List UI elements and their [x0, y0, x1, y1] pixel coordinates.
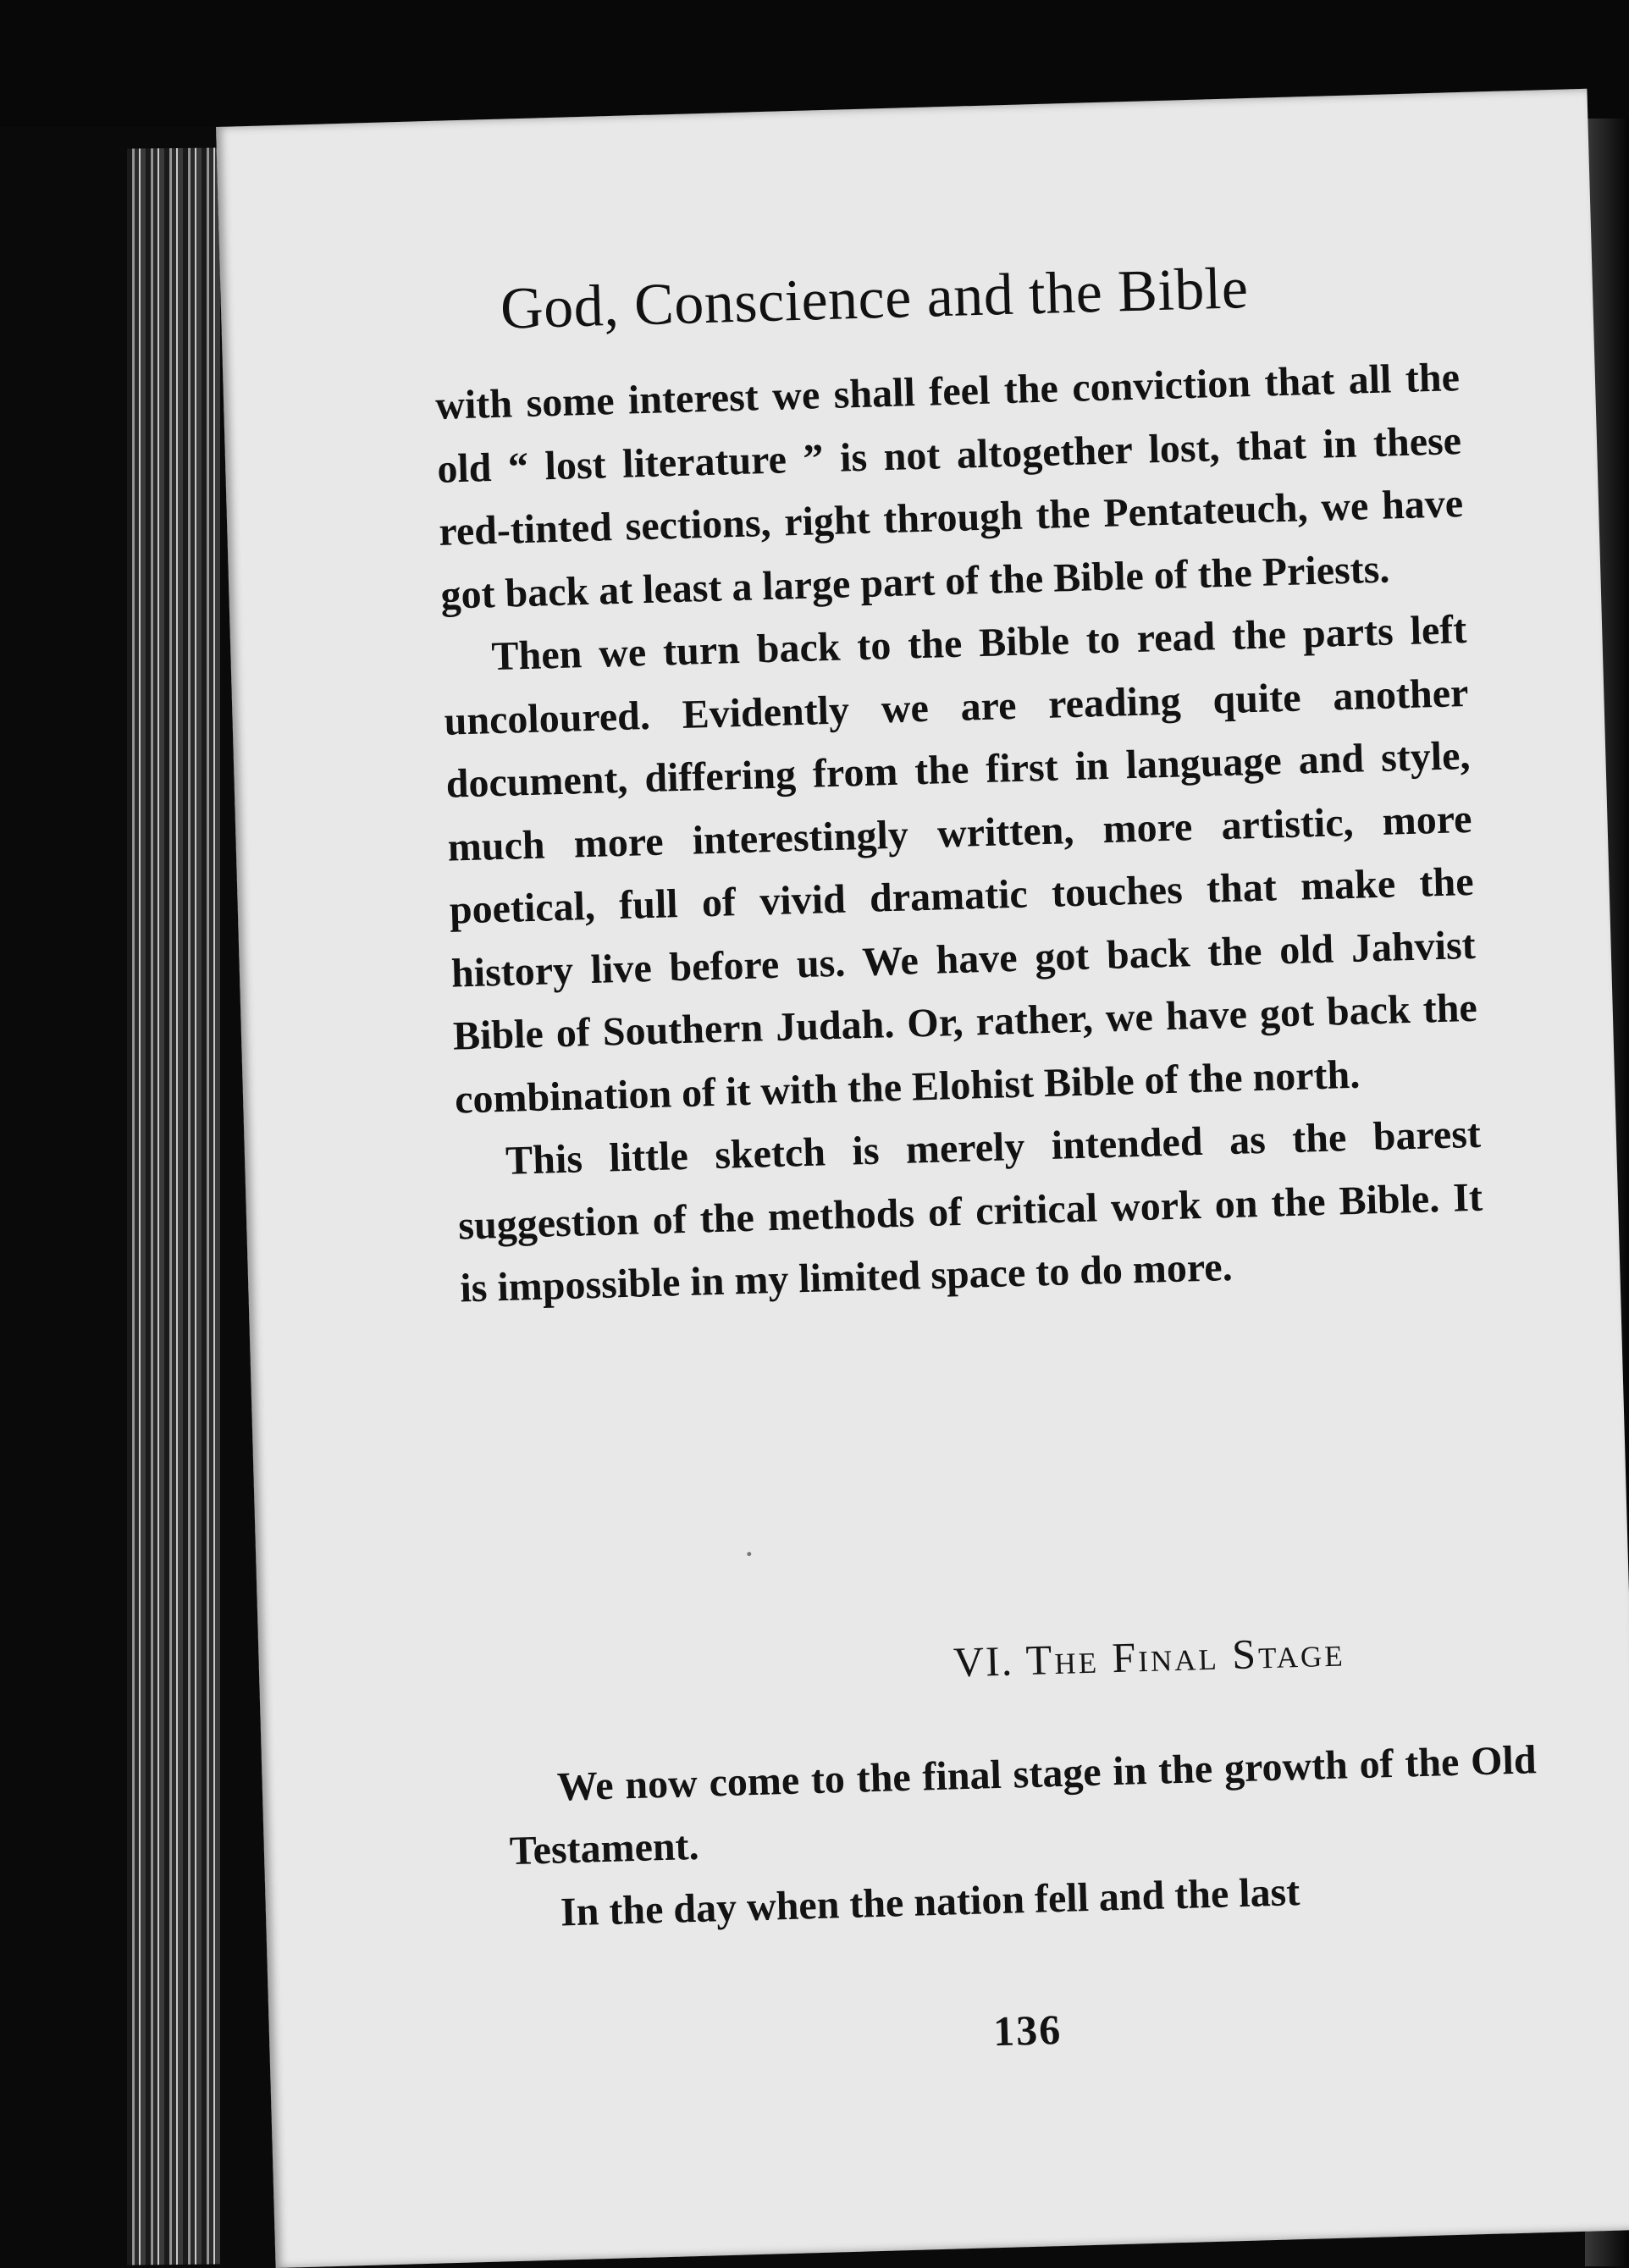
- paragraph: Then we turn back to the Bible to read the parts left uncoloured. Evidently we are reading quite another document, differing from the first in language and style, much more interestingly written, more artistic, more poetical, full of vivid dramatic touches that make the history live before us. We have got back the old Jahvist Bible of Southern Judah. Or, rather, we have got back the combination of it with the Elohist Bible of the north.: [443, 606, 1478, 1123]
- book-page: [216, 89, 1629, 2268]
- page-edges: [127, 147, 220, 2265]
- page-number: 136: [992, 2005, 1063, 2056]
- paragraph: We now come to the final stage in the growth of the Old Testament.: [509, 1737, 1538, 1874]
- running-head: God, Conscience and the Bible: [500, 256, 1250, 342]
- paragraph: with some interest we shall feel the conviction that all the old “ lost literature ” is not altogether lost, that in these red-tinted sections, right through the Pentateuch, we have got back at least a large part of the Bible of the Priests.: [434, 355, 1464, 618]
- section-number: VI.: [953, 1636, 1014, 1686]
- print-speck: [747, 1552, 751, 1556]
- section-title: The Final Stage: [1024, 1627, 1346, 1684]
- section-text: [507, 1729, 1541, 1945]
- section-heading: [953, 1626, 1345, 1686]
- body-text: [434, 346, 1485, 1321]
- paragraph: In the day when the nation fell and the last: [560, 1869, 1300, 1935]
- paragraph: This little sketch is merely intended as the barest suggestion of the methods of critical work on the Bible. It is impossible in my limited space to do more.: [457, 1111, 1483, 1311]
